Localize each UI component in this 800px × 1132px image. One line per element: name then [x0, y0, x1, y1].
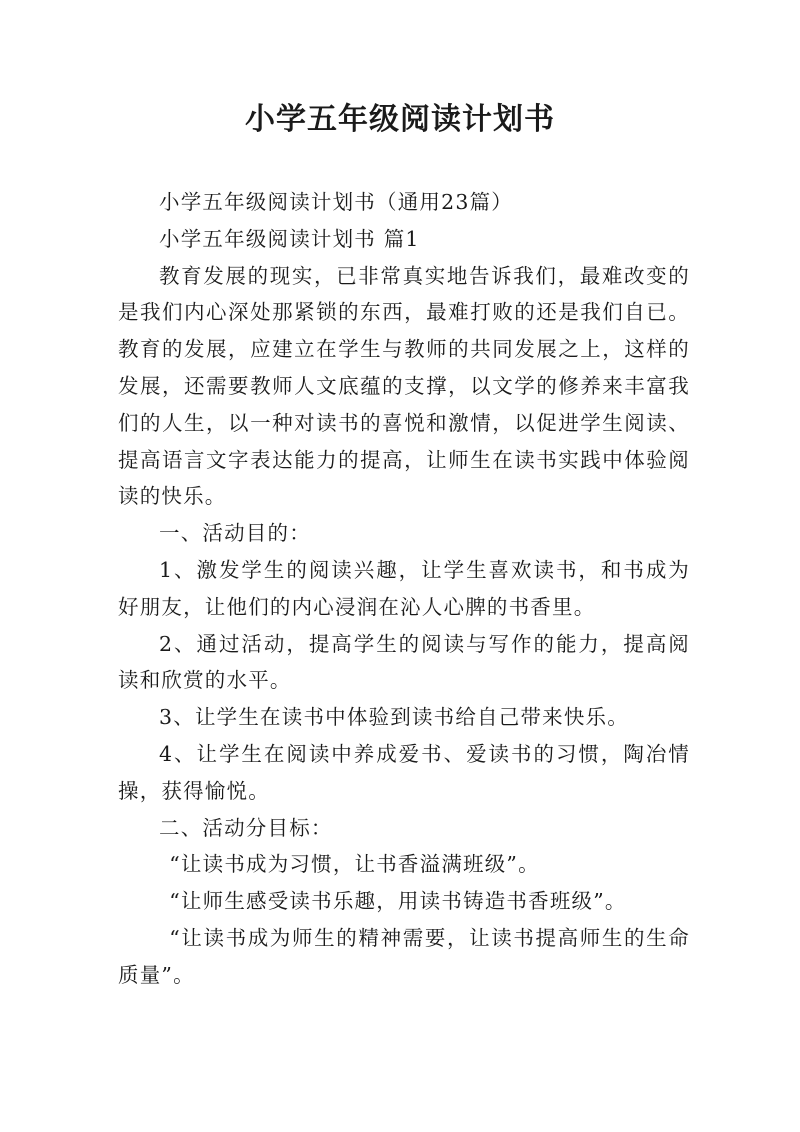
document-title: 小学五年级阅读计划书 — [245, 102, 555, 137]
slogan-1: “让读书成为习惯，让书香溢满班级”。 — [169, 852, 540, 877]
slogan-2: “让师生感受读书乐趣，用读书铸造书香班级”。 — [169, 889, 627, 914]
document-body — [118, 184, 690, 994]
heading-activity-purpose: 一、活动目的： — [159, 521, 311, 546]
purpose-item-1: 1、激发学生的阅读兴趣，让学生喜欢读书，和书成为好朋友，让他们的内心浸润在沁人心脾的书香里。 — [118, 557, 690, 619]
slogan-3: “让读书成为师生的精神需要，让读书提高师生的生命质量”。 — [118, 925, 690, 987]
section-heading: 小学五年级阅读计划书 篇1 — [159, 226, 420, 251]
intro-paragraph: 教育发展的现实，已非常真实地告诉我们，最难改变的是我们内心深处那紧锁的东西，最难打败的还是我们自已。教育的发展，应建立在学生与教师的共同发展之上，这样的发展，还需要教师人文底蕴的支撑，以文学的修养来丰富我们的人生，以一种对读书的喜悦和激情，以促进学生阅读、提高语言文字表达能力的提高，让师生在读书实践中体验阅读的快乐。 — [118, 263, 690, 509]
purpose-item-2: 2、通过活动，提高学生的阅读与写作的能力，提高阅读和欣赏的水平。 — [118, 631, 690, 693]
purpose-item-4: 4、让学生在阅读中养成爱书、爱读书的习惯，陶冶情操，获得愉悦。 — [118, 741, 690, 803]
purpose-item-3: 3、让学生在读书中体验到读书给自己带来快乐。 — [159, 705, 629, 730]
heading-sub-goals: 二、活动分目标： — [159, 815, 333, 840]
subtitle-paragraph: 小学五年级阅读计划书（通用23篇） — [159, 190, 513, 214]
